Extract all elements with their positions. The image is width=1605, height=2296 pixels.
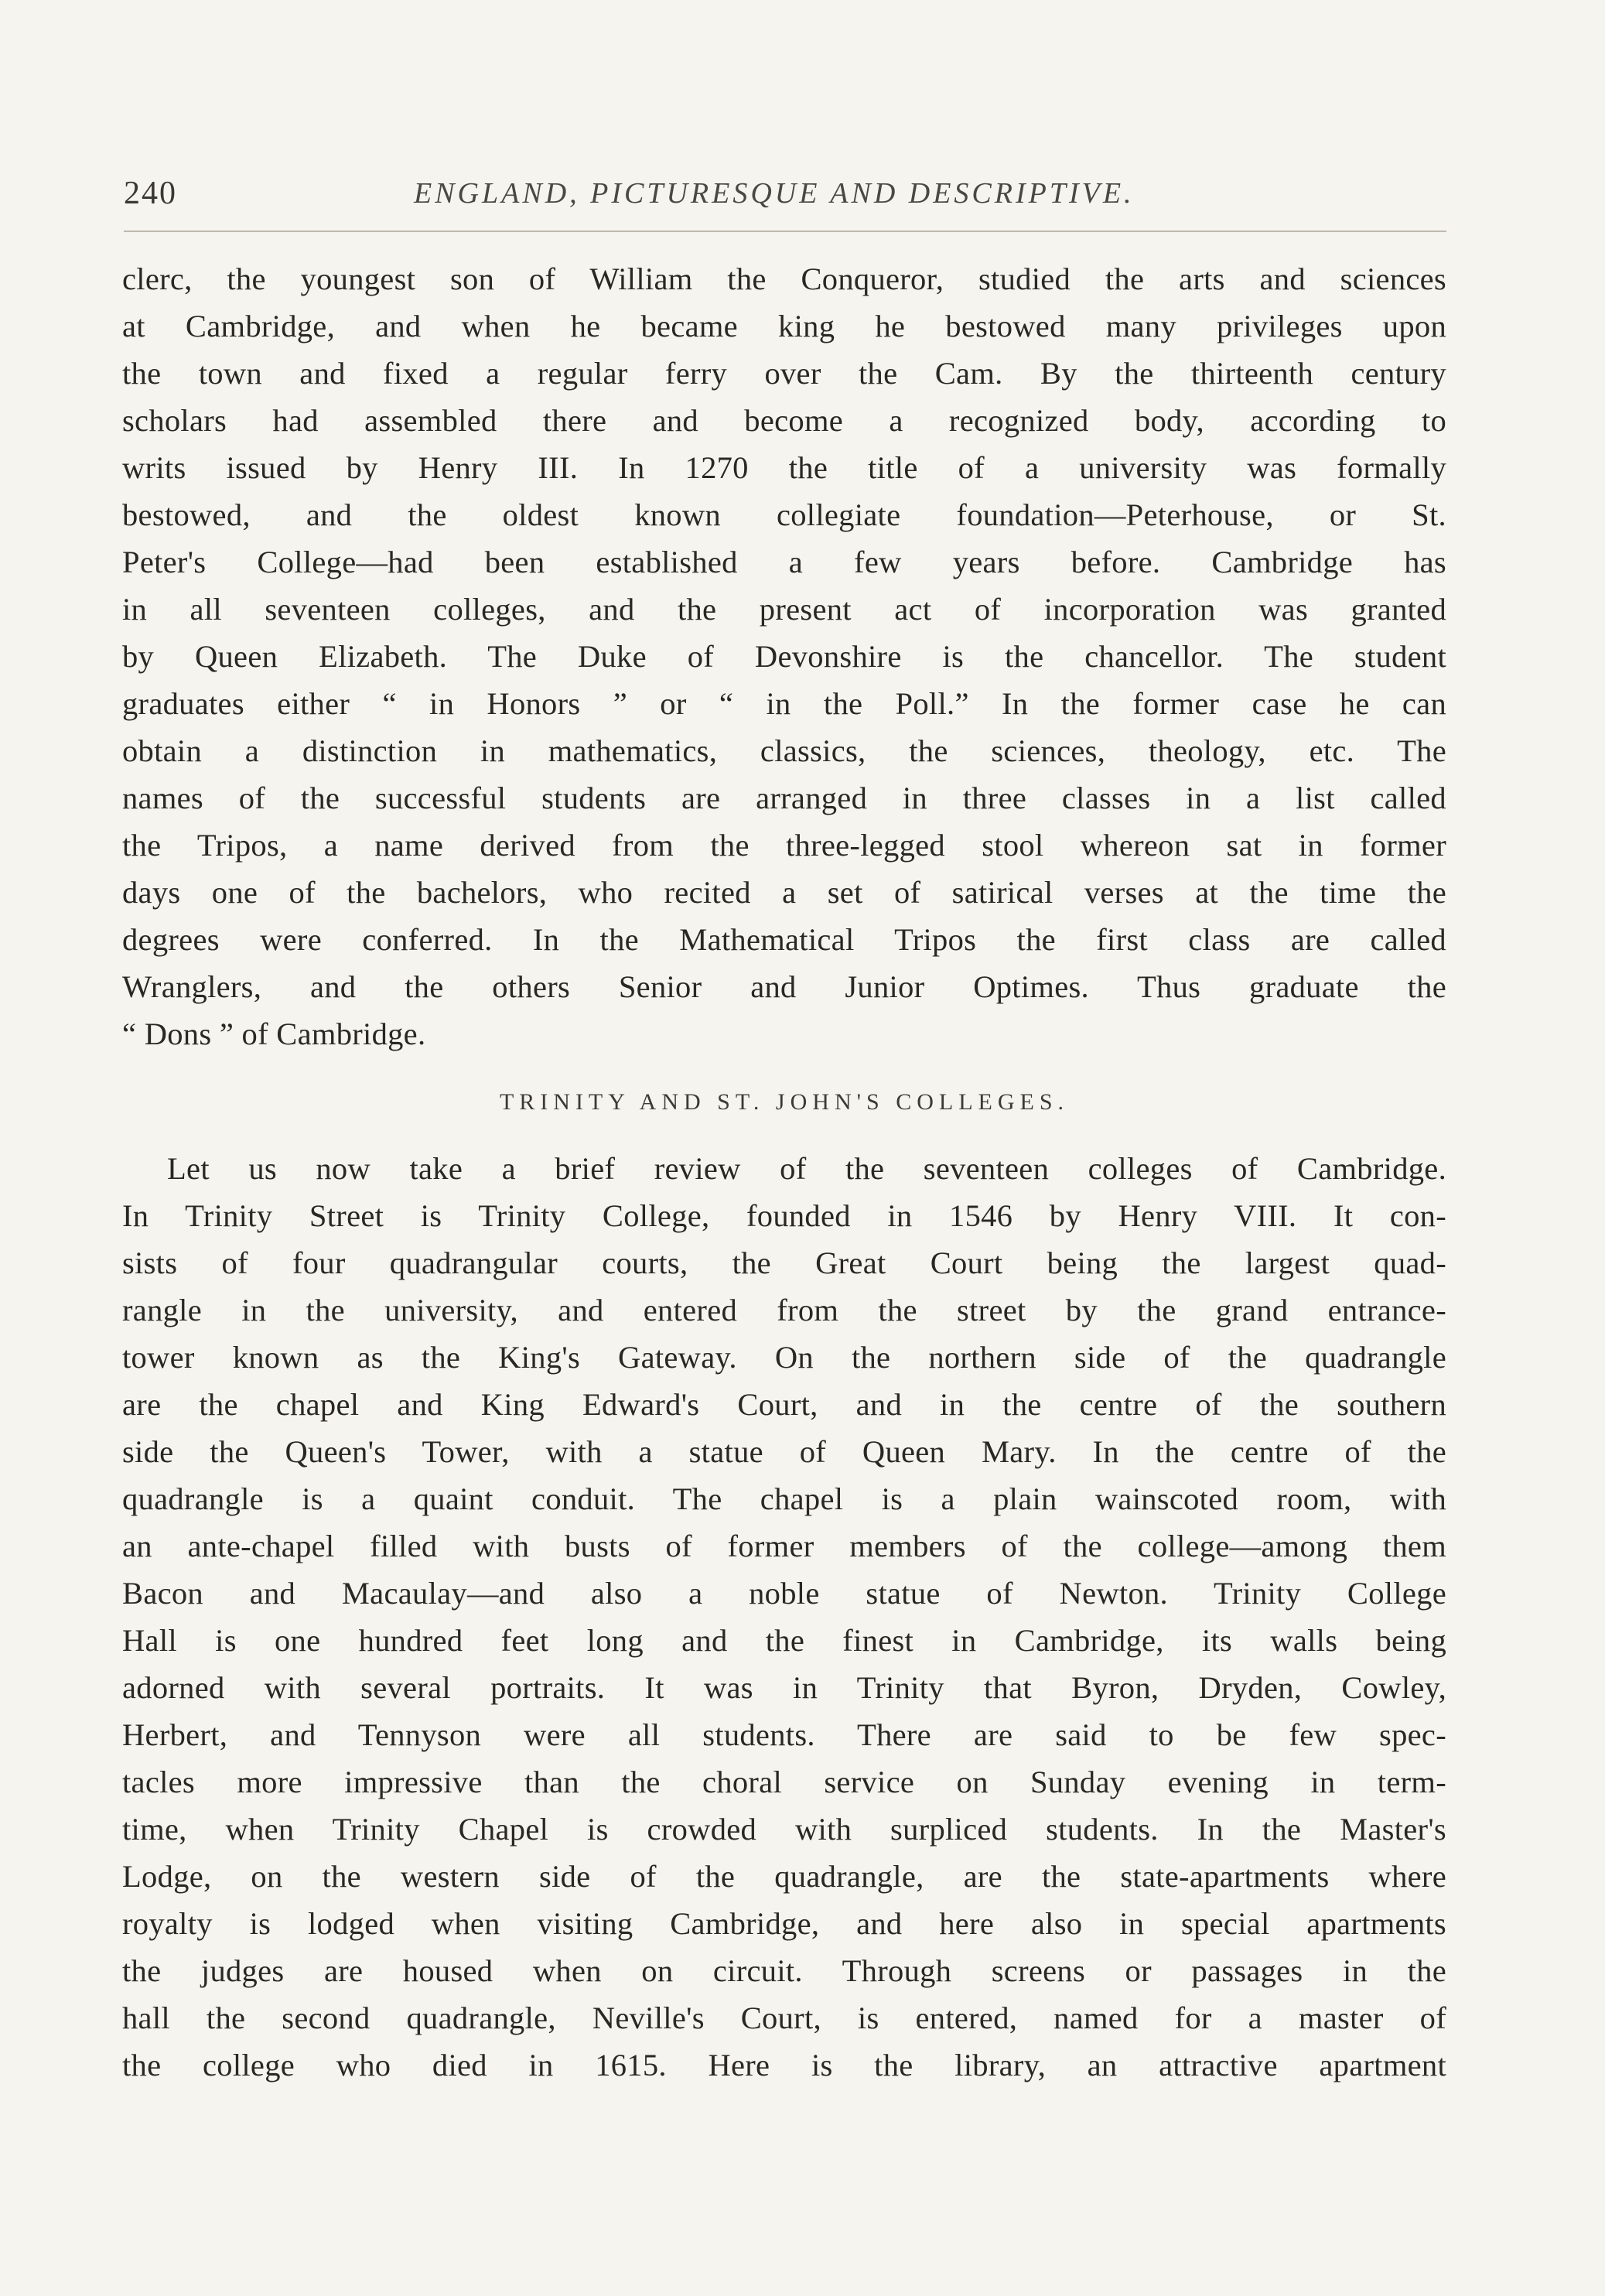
text-line: are the chapel and King Edward's Court, and in the centre of the southern xyxy=(122,1387,1446,1422)
paragraph-1 xyxy=(122,255,1446,1057)
text-line: days one of the bachelors, who recited a set of satirical verses at the time the xyxy=(122,875,1446,910)
page-number: 240 xyxy=(124,176,177,211)
text-line: Hall is one hundred feet long and the finest in Cambridge, its walls being xyxy=(122,1623,1446,1658)
text-line: in all seventeen colleges, and the present act of incorporation was granted xyxy=(122,592,1446,627)
text-line: the judges are housed when on circuit. Through screens or passages in the xyxy=(122,1953,1446,1988)
text-line: “ Dons ” of Cambridge. xyxy=(122,1016,426,1051)
text-line: clerc, the youngest son of William the Conqueror, studied the arts and sciences xyxy=(122,261,1446,296)
text-line: rangle in the university, and entered from the street by the grand entrance- xyxy=(122,1293,1446,1327)
section-heading: TRINITY AND ST. JOHN'S COLLEGES. xyxy=(499,1089,1070,1115)
text-line: sists of four quadrangular courts, the Great Court being the largest quad- xyxy=(122,1245,1446,1280)
text-line: tacles more impressive than the choral service on Sunday evening in term- xyxy=(122,1765,1446,1799)
text-line: the Tripos, a name derived from the three-legged stool whereon sat in former xyxy=(122,828,1446,863)
text-line: by Queen Elizabeth. The Duke of Devonshire is the chancellor. The student xyxy=(122,639,1446,674)
text-line: degrees were conferred. In the Mathematical Tripos the first class are called xyxy=(122,922,1446,957)
text-line: quadrangle is a quaint conduit. The chapel is a plain wainscoted room, with xyxy=(122,1481,1446,1516)
header-rule xyxy=(124,231,1446,232)
text-line: side the Queen's Tower, with a statue of Queen Mary. In the centre of the xyxy=(122,1434,1446,1469)
text-line: tower known as the King's Gateway. On the northern side of the quadrangle xyxy=(122,1340,1446,1375)
text-line: Peter's College—had been established a few years before. Cambridge has xyxy=(122,545,1446,579)
paragraph-2 xyxy=(122,1145,1446,2089)
text-line: Herbert, and Tennyson were all students. There are said to be few spec- xyxy=(122,1717,1446,1752)
text-line: scholars had assembled there and become a recognized body, according to xyxy=(122,403,1446,438)
running-title: ENGLAND, PICTURESQUE AND DESCRIPTIVE. xyxy=(414,177,1135,210)
text-line: obtain a distinction in mathematics, classics, the sciences, theology, etc. The xyxy=(122,733,1446,768)
text-line: at Cambridge, and when he became king he bestowed many privileges upon xyxy=(122,309,1446,343)
text-line: Let us now take a brief review of the seventeen colleges of Cambridge. xyxy=(167,1151,1446,1186)
text-line: Wranglers, and the others Senior and Junior Optimes. Thus graduate the xyxy=(122,969,1446,1004)
text-line: time, when Trinity Chapel is crowded with surpliced students. In the Master's xyxy=(122,1812,1446,1847)
text-line: the college who died in 1615. Here is the library, an attractive apartment xyxy=(122,2048,1446,2082)
text-line: In Trinity Street is Trinity College, founded in 1546 by Henry VIII. It con- xyxy=(122,1198,1446,1233)
text-line: an ante-chapel filled with busts of former members of the college—among them xyxy=(122,1529,1446,1563)
text-line: graduates either “ in Honors ” or “ in the Poll.” In the former case he can xyxy=(122,686,1446,721)
text-line: names of the successful students are arranged in three classes in a list called xyxy=(122,781,1446,815)
text-line: hall the second quadrangle, Neville's Court, is entered, named for a master of xyxy=(122,2000,1446,2035)
text-line: the town and fixed a regular ferry over the Cam. By the thirteenth century xyxy=(122,356,1446,391)
text-line: writs issued by Henry III. In 1270 the title of a university was formally xyxy=(122,450,1446,485)
text-line: Bacon and Macaulay—and also a noble statue of Newton. Trinity College xyxy=(122,1576,1446,1611)
text-line: adorned with several portraits. It was in Trinity that Byron, Dryden, Cowley, xyxy=(122,1670,1446,1705)
text-line: Lodge, on the western side of the quadrangle, are the state-apartments where xyxy=(122,1859,1446,1894)
text-line: bestowed, and the oldest known collegiate foundation—Peterhouse, or St. xyxy=(122,497,1446,532)
text-line: royalty is lodged when visiting Cambridge, and here also in special apartments xyxy=(122,1906,1446,1941)
running-head xyxy=(124,175,1446,229)
